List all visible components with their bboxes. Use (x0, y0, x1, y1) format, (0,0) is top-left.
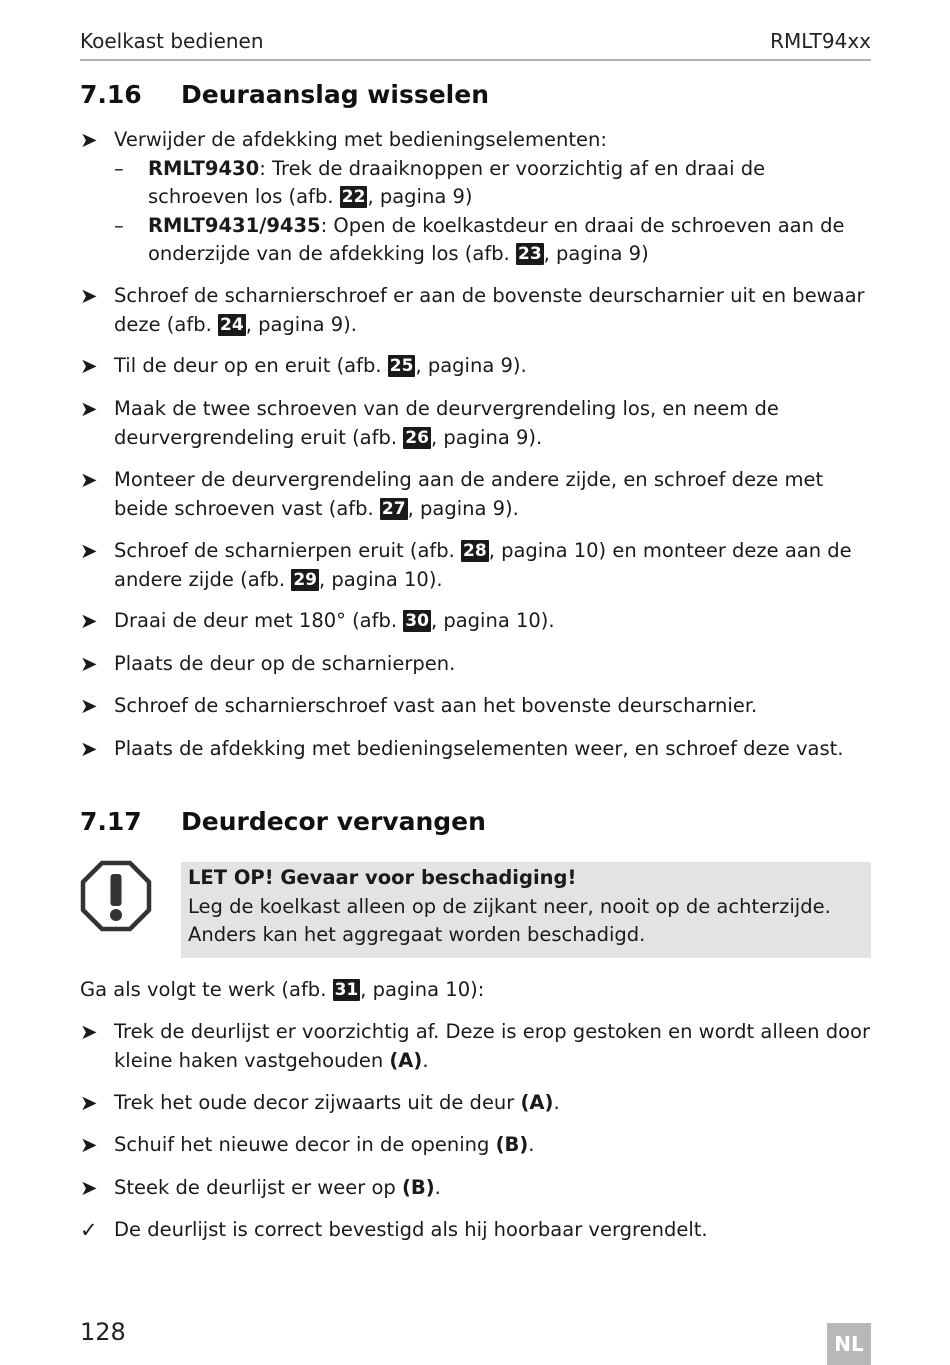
sub-step (114, 155, 871, 212)
step-text: Trek het oude decor zijwaarts uit de deur (114, 1091, 521, 1114)
step (80, 735, 871, 764)
model-name: RMLT9430 (148, 156, 260, 180)
figure-ref: 22 (341, 187, 366, 207)
intro-text (80, 976, 484, 1005)
part-ref: (A) (520, 1091, 554, 1114)
figure-ref: 27 (381, 498, 406, 519)
arrow-bullet-icon: ➤ (80, 397, 98, 421)
step (80, 1131, 871, 1160)
step-text: . (422, 1048, 429, 1072)
step-text: Plaats de deur op de scharnierpen. (114, 652, 456, 675)
step (80, 352, 871, 381)
sub-step-text: , pagina 9) (367, 185, 473, 208)
part-ref: (A) (389, 1048, 423, 1072)
arrow-bullet-icon: ➤ (80, 284, 98, 308)
figure-ref: 28 (463, 541, 487, 561)
sub-step-text: : Trek de draaiknoppen er voorzichtig af en draai de schroeven los (afb. (148, 156, 766, 208)
step-text: , pagina 9). (407, 496, 519, 520)
running-header (80, 29, 871, 59)
arrow-bullet-icon: ➤ (80, 1020, 98, 1044)
step-text: Steek de deurlijst er weer op (114, 1176, 402, 1199)
arrow-bullet-icon: ➤ (80, 609, 98, 633)
step (80, 692, 871, 721)
checkmark-icon: ✓ (80, 1218, 98, 1242)
step-text: Schroef de scharnierschroef er aan de bovenste deurscharnier uit en bewaar deze (afb. (114, 284, 865, 336)
header-chapter: Koelkast bedienen (80, 29, 264, 53)
dash-marker: – (114, 156, 124, 180)
figure-ref: 25 (389, 356, 414, 376)
arrow-bullet-icon: ➤ (80, 539, 98, 563)
figure-ref: 24 (220, 314, 244, 335)
header-rule (80, 59, 871, 61)
page-number: 128 (80, 1318, 126, 1346)
sub-step-text: : Open de koelkastdeur en draai de schroeven aan de onderzijde van de afdekking los (afb. (148, 213, 845, 265)
step-text: . (528, 1133, 535, 1156)
result-step (80, 1216, 871, 1245)
step-text: Monteer de deurvergrendeling aan de andere zijde, en schroef deze met beide schroeven vast (afb. (114, 468, 824, 520)
result-text: De deurlijst is correct bevestigd als hij hoorbaar vergrendelt. (114, 1218, 708, 1241)
figure-ref: 26 (405, 427, 429, 448)
step-text: Trek de deurlijst er voorzichtig af. Deze is erop gestoken en wordt alleen door kleine haken vastgehouden (114, 1020, 870, 1072)
arrow-bullet-icon: ➤ (80, 694, 98, 718)
warning-text: Leg de koelkast alleen op de zijkant neer, nooit op de achterzijde. Anders kan het aggregaat worden beschadigd. (188, 894, 831, 946)
step (80, 466, 871, 523)
arrow-bullet-icon: ➤ (80, 468, 98, 492)
model-name: RMLT9431/9435 (148, 213, 321, 237)
step-text: . (553, 1091, 560, 1114)
section-number: 7.16 (80, 80, 142, 109)
sub-step (114, 212, 871, 269)
section-title: Deuraanslag wisselen (181, 80, 489, 109)
arrow-bullet-icon: ➤ (80, 1133, 98, 1157)
step-text: Maak de twee schroeven van de deurvergrendeling los, en neem de deurvergrendeling eruit (afb. (114, 397, 779, 449)
warning-box (181, 862, 871, 958)
step-text: , pagina 9). (430, 425, 543, 449)
language-badge: NL (827, 1323, 871, 1365)
arrow-bullet-icon: ➤ (80, 128, 98, 152)
step (80, 395, 871, 452)
step-text: , pagina 9). (415, 354, 527, 377)
intro-part: , pagina 10): (360, 978, 485, 1001)
arrow-bullet-icon: ➤ (80, 652, 98, 676)
step (80, 650, 871, 679)
part-ref: (B) (495, 1133, 529, 1156)
part-ref: (B) (401, 1176, 435, 1199)
step-text: Schuif het nieuwe decor in de opening (114, 1133, 496, 1156)
header-model: RMLT94xx (770, 29, 871, 53)
step (80, 607, 871, 636)
exclamation-octagon-icon (80, 860, 152, 932)
step-text: Plaats de afdekking met bedieningselementen weer, en schroef deze vast. (114, 737, 844, 760)
step (80, 1089, 871, 1118)
figure-ref: 23 (517, 244, 542, 264)
step-text: , pagina 9). (245, 312, 357, 336)
step-text: Til de deur op en eruit (afb. (114, 354, 388, 377)
step (80, 537, 871, 594)
figure-ref: 31 (334, 980, 359, 1000)
section-title: Deurdecor vervangen (181, 807, 486, 836)
step (80, 1174, 871, 1203)
arrow-bullet-icon: ➤ (80, 1176, 98, 1200)
step-text: . (434, 1176, 441, 1199)
step-text: , pagina 10). (318, 567, 443, 591)
figure-ref: 30 (405, 611, 429, 631)
document-page (80, 0, 871, 1365)
figure-ref: 29 (293, 569, 317, 590)
step (80, 282, 871, 339)
arrow-bullet-icon: ➤ (80, 354, 98, 378)
section-number: 7.17 (80, 807, 142, 836)
step-text: Verwijder de afdekking met bedieningselementen: (114, 128, 607, 151)
warning-title: LET OP! Gevaar voor beschadiging! (188, 866, 577, 889)
arrow-bullet-icon: ➤ (80, 1091, 98, 1115)
intro-part: Ga als volgt te werk (afb. (80, 978, 333, 1001)
dash-marker: – (114, 213, 124, 237)
step (80, 126, 871, 269)
step-text: , pagina 10). (430, 609, 555, 632)
sub-step-text: , pagina 9) (543, 242, 649, 265)
step-text: , pagina 10) en monteer deze aan de andere zijde (afb. (114, 539, 852, 591)
step-text: Draai de deur met 180° (afb. (114, 609, 404, 632)
step-text: Schroef de scharnierpen eruit (afb. (114, 539, 462, 562)
step-text: Schroef de scharnierschroef vast aan het bovenste deurscharnier. (114, 694, 758, 717)
step (80, 1018, 871, 1075)
arrow-bullet-icon: ➤ (80, 737, 98, 761)
